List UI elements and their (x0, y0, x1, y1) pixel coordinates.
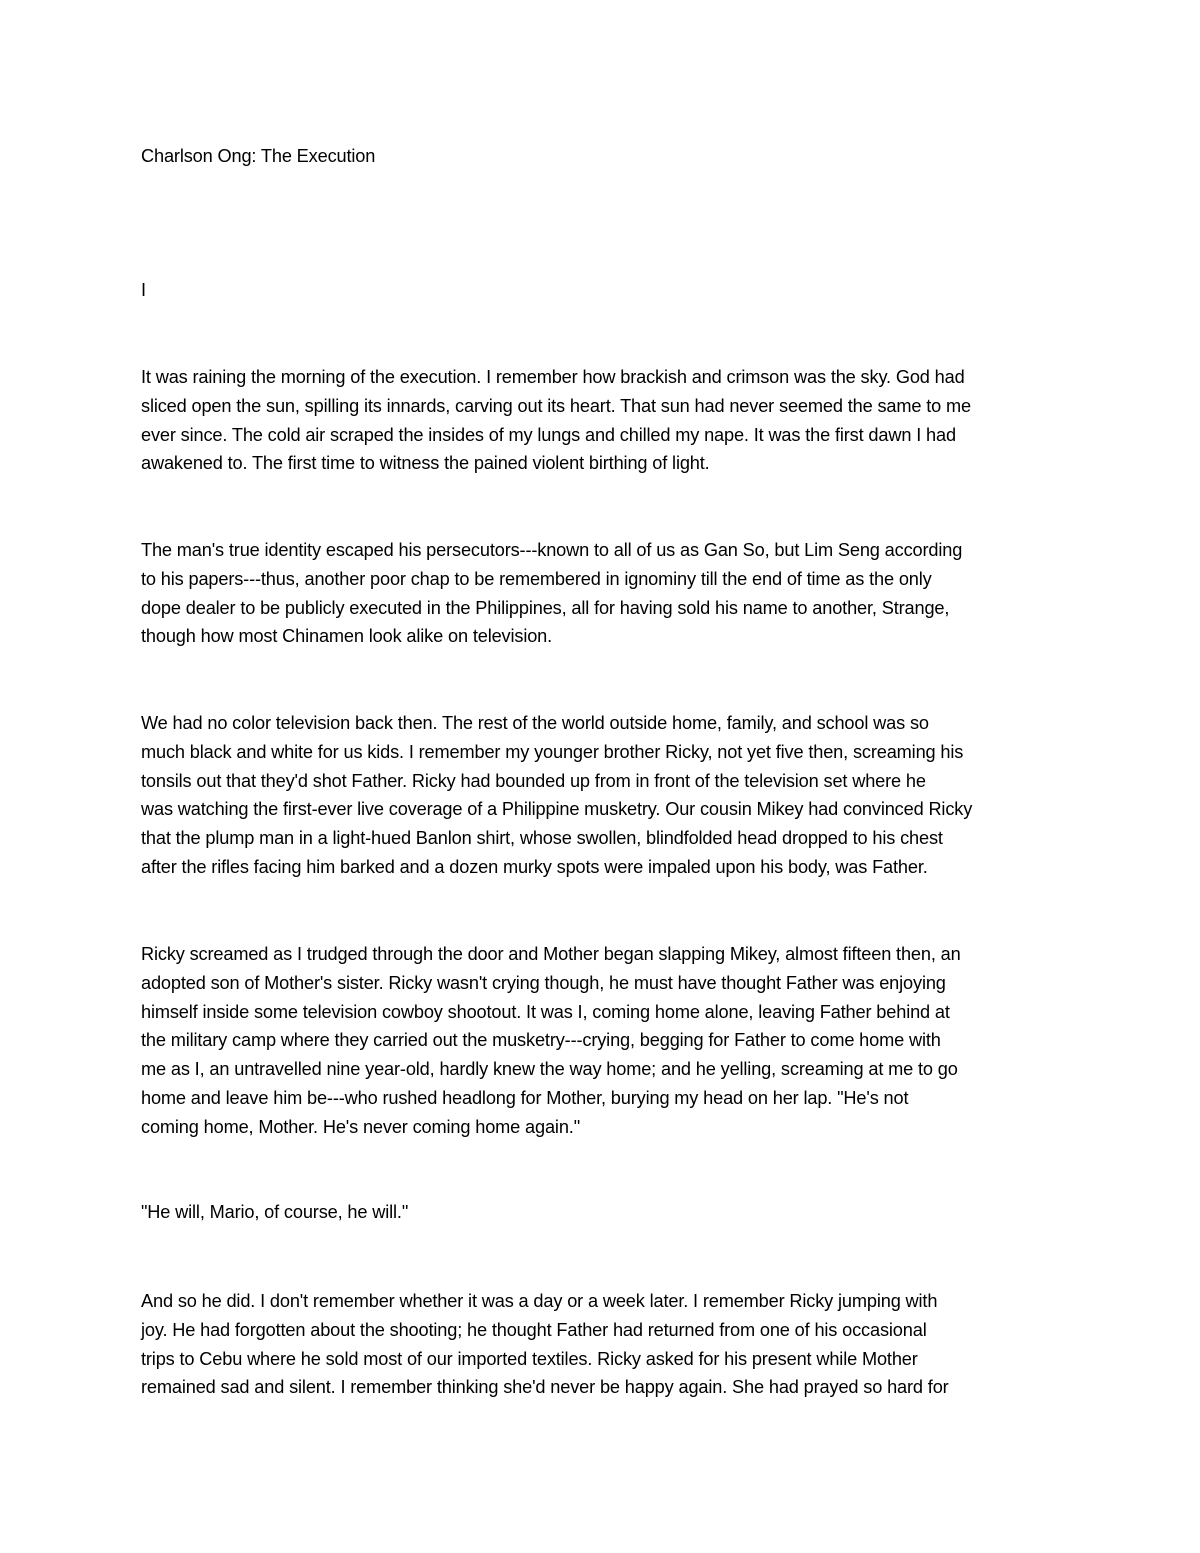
paragraph: "He will, Mario, of course, he will." (141, 1202, 409, 1222)
paragraph: And so he did. I don't remember whether it was a day or a week later. I remember Ricky jumping with joy. He had forgotten about the shooting; he thought Father had returned from one of his occasional trips to Cebu where he sold most of our imported textiles. Ricky asked for his present while Mother remained sad and silent. I remember thinking she'd never be happy again. She had prayed so hard for (141, 1291, 949, 1398)
section-numeral: I (141, 280, 146, 300)
paragraph: It was raining the morning of the execution. I remember how brackish and crimson was the sky. God had sliced open the sun, spilling its innards, carving out its heart. That sun had never seemed the same to me ever since. The cold air scraped the insides of my lungs and chilled my nape. It was the first dawn I had awakened to. The first time to witness the pained violent birthing of light. (141, 367, 971, 474)
paragraph: We had no color television back then. The rest of the world outside home, family, and school was so much black and white for us kids. I remember my younger brother Ricky, not yet five then, screaming his tonsils out that they'd shot Father. Ricky had bounded up from in front of the television set where he was watching the first-ever live coverage of a Philippine musketry. Our cousin Mikey had convinced Ricky that the plump man in a light-hued Banlon shirt, whose swollen, blindfolded head dropped to his chest after the rifles facing him barked and a dozen murky spots were impaled upon his body, was Father. (141, 713, 973, 877)
paragraph: Ricky screamed as I trudged through the door and Mother began slapping Mikey, almost fifteen then, an adopted son of Mother's sister. Ricky wasn't crying though, he must have thought Father was enjoying himself inside some television cowboy shootout. It was I, coming home alone, leaving Father behind at the military camp where they carried out the musketry---crying, begging for Father to come home with me as I, an untravelled nine year-old, hardly knew the way home; and he yelling, screaming at me to go home and leave him be---who rushed headlong for Mother, burying my head on her lap. "He's not coming home, Mother. He's never coming home again." (141, 944, 961, 1137)
paragraph: The man's true identity escaped his persecutors---known to all of us as Gan So, but Lim Seng according to his papers---thus, another poor chap to be remembered in ignominy till the end of time as the only dope dealer to be publicly executed in the Philippines, all for having sold his name to another, Strange, though how most Chinamen look alike on television. (141, 540, 963, 647)
document-title: Charlson Ong: The Execution (141, 146, 376, 166)
